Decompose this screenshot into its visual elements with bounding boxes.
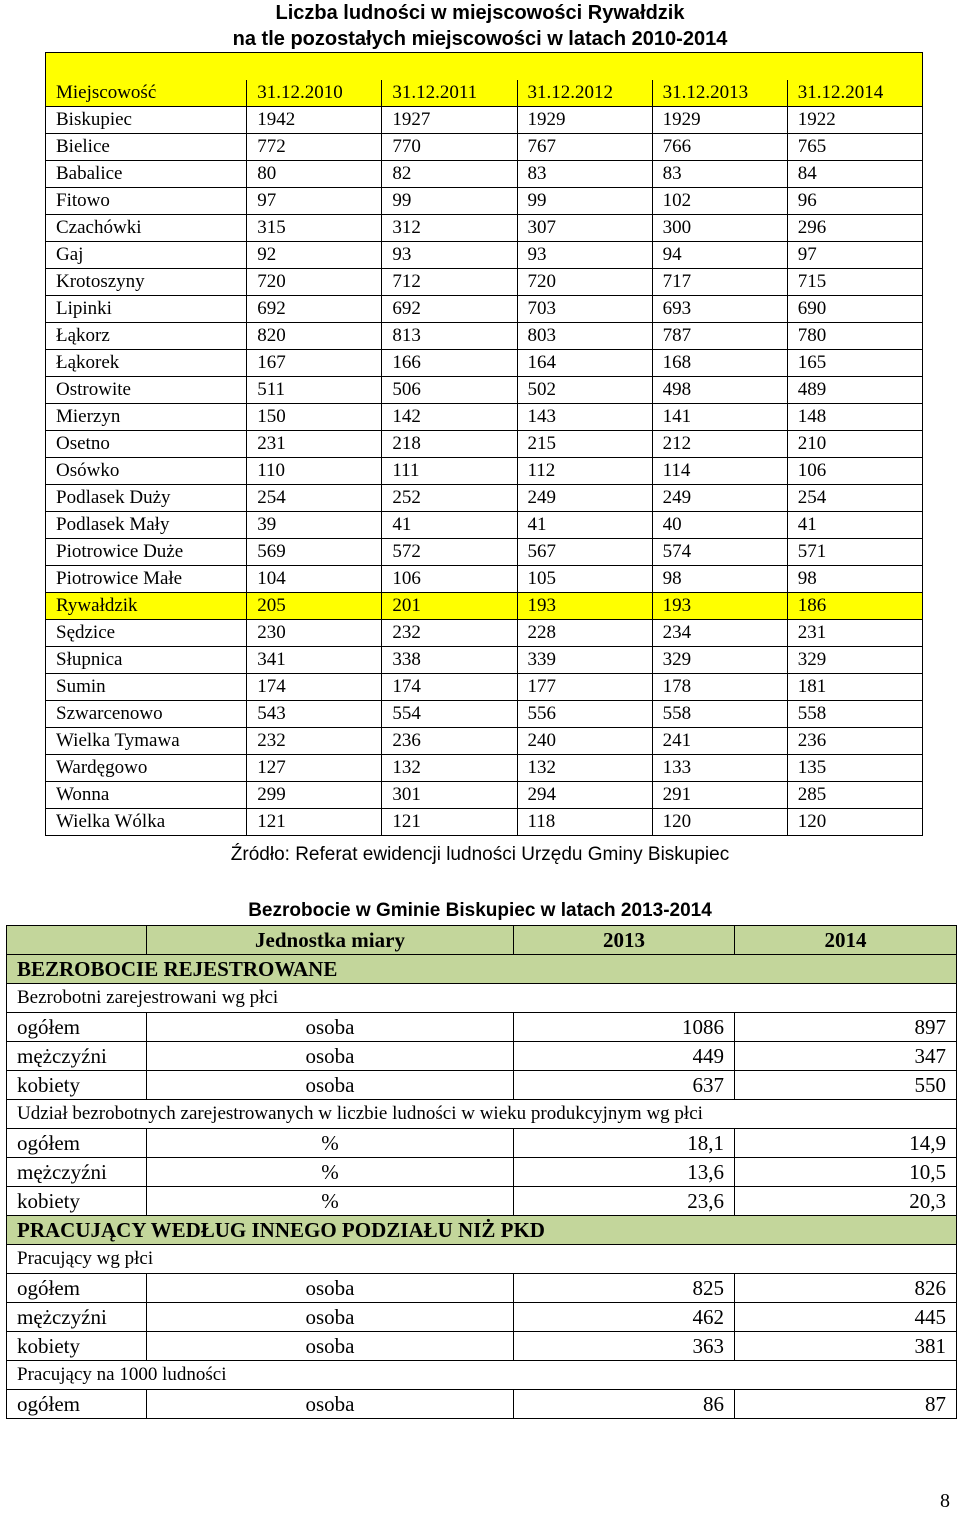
population-value-cell: 99	[382, 188, 517, 215]
population-value-cell: 205	[247, 593, 382, 620]
population-value-cell: 803	[517, 323, 652, 350]
population-value-cell: 300	[652, 215, 787, 242]
locality-name-cell: Podlasek Duży	[46, 485, 247, 512]
locality-name-cell: Osówko	[46, 458, 247, 485]
locality-name-cell: Lipinki	[46, 296, 247, 323]
population-value-cell: 141	[652, 404, 787, 431]
table-row	[46, 485, 923, 512]
population-value-cell: 41	[787, 512, 922, 539]
population-value-cell: 201	[382, 593, 517, 620]
population-value-cell: 111	[382, 458, 517, 485]
locality-name-cell: Krotoszyny	[46, 269, 247, 296]
table-row	[46, 269, 923, 296]
unit-cell: %	[147, 1129, 514, 1158]
table-row	[7, 1129, 957, 1158]
unit-cell: osoba	[147, 1332, 514, 1361]
value-2014-cell: 14,9	[735, 1129, 957, 1158]
population-value-cell: 236	[787, 728, 922, 755]
row-label-cell: kobiety	[7, 1071, 147, 1100]
section-header-label: PRACUJĄCY WEDŁUG INNEGO PODZIAŁU NIŻ PKD	[7, 1216, 957, 1245]
population-value-cell: 164	[517, 350, 652, 377]
population-value-cell: 489	[787, 377, 922, 404]
unit-cell: osoba	[147, 1274, 514, 1303]
locality-name-cell: Sumin	[46, 674, 247, 701]
population-value-cell: 93	[517, 242, 652, 269]
table-row	[46, 674, 923, 701]
table-row	[46, 350, 923, 377]
population-value-cell: 720	[247, 269, 382, 296]
value-2013-cell: 1086	[514, 1013, 735, 1042]
population-value-cell: 174	[382, 674, 517, 701]
row-label-cell: mężczyźni	[7, 1158, 147, 1187]
unit-cell: osoba	[147, 1303, 514, 1332]
population-value-cell: 767	[517, 134, 652, 161]
population-value-cell: 1929	[652, 107, 787, 134]
table-row	[46, 728, 923, 755]
population-value-cell: 693	[652, 296, 787, 323]
population-value-cell: 127	[247, 755, 382, 782]
population-value-cell: 511	[247, 377, 382, 404]
population-value-cell: 294	[517, 782, 652, 809]
locality-name-cell: Osetno	[46, 431, 247, 458]
population-value-cell: 97	[787, 242, 922, 269]
table-row	[7, 1187, 957, 1216]
header-spacer-cell	[46, 53, 923, 81]
population-value-cell: 177	[517, 674, 652, 701]
population-value-cell: 82	[382, 161, 517, 188]
locality-name-cell: Bielice	[46, 134, 247, 161]
table-row	[46, 458, 923, 485]
population-value-cell: 105	[517, 566, 652, 593]
population-value-cell: 121	[247, 809, 382, 836]
locality-name-cell: Piotrowice Duże	[46, 539, 247, 566]
population-value-cell: 96	[787, 188, 922, 215]
locality-name-cell: Słupnica	[46, 647, 247, 674]
row-label-cell: ogółem	[7, 1274, 147, 1303]
population-value-cell: 97	[247, 188, 382, 215]
population-value-cell: 133	[652, 755, 787, 782]
value-2013-cell: 18,1	[514, 1129, 735, 1158]
table-row	[7, 1274, 957, 1303]
locality-name-cell: Łąkorek	[46, 350, 247, 377]
population-value-cell: 717	[652, 269, 787, 296]
population-value-cell: 39	[247, 512, 382, 539]
population-value-cell: 254	[787, 485, 922, 512]
table-row	[46, 107, 923, 134]
population-value-cell: 236	[382, 728, 517, 755]
table-row	[46, 431, 923, 458]
population-value-cell: 554	[382, 701, 517, 728]
population-value-cell: 186	[787, 593, 922, 620]
table-row	[46, 134, 923, 161]
table-row	[46, 215, 923, 242]
population-value-cell: 212	[652, 431, 787, 458]
value-2013-cell: 86	[514, 1390, 735, 1419]
locality-name-cell: Podlasek Mały	[46, 512, 247, 539]
table-row	[46, 188, 923, 215]
population-value-cell: 715	[787, 269, 922, 296]
population-value-cell: 83	[517, 161, 652, 188]
value-2014-cell: 445	[735, 1303, 957, 1332]
population-value-cell: 94	[652, 242, 787, 269]
population-value-cell: 132	[382, 755, 517, 782]
population-value-cell: 142	[382, 404, 517, 431]
locality-name-cell: Wielka Wólka	[46, 809, 247, 836]
locality-name-cell: Rywałdzik	[46, 593, 247, 620]
locality-name-cell: Wonna	[46, 782, 247, 809]
population-value-cell: 83	[652, 161, 787, 188]
locality-name-cell: Łąkorz	[46, 323, 247, 350]
population-value-cell: 296	[787, 215, 922, 242]
unemployment-table	[6, 925, 957, 1419]
locality-name-cell: Ostrowite	[46, 377, 247, 404]
locality-name-cell: Wielka Tymawa	[46, 728, 247, 755]
population-value-cell: 132	[517, 755, 652, 782]
population-value-cell: 329	[787, 647, 922, 674]
table-row	[46, 809, 923, 836]
population-table	[45, 52, 923, 836]
population-value-cell: 102	[652, 188, 787, 215]
unemployment-header-unit: Jednostka miary	[147, 926, 514, 955]
subsection-row	[7, 1100, 957, 1129]
table-row	[46, 512, 923, 539]
population-value-cell: 329	[652, 647, 787, 674]
population-value-cell: 110	[247, 458, 382, 485]
population-value-cell: 167	[247, 350, 382, 377]
subsection-row	[7, 1361, 957, 1390]
row-label-cell: mężczyźni	[7, 1042, 147, 1071]
population-value-cell: 506	[382, 377, 517, 404]
population-value-cell: 249	[652, 485, 787, 512]
value-2014-cell: 381	[735, 1332, 957, 1361]
population-value-cell: 502	[517, 377, 652, 404]
table-row	[46, 323, 923, 350]
section-header-label: BEZROBOCIE REJESTROWANE	[7, 955, 957, 984]
subsection-label: Bezrobotni zarejestrowani wg płci	[7, 984, 957, 1013]
unit-cell: osoba	[147, 1390, 514, 1419]
population-value-cell: 692	[382, 296, 517, 323]
table-row	[7, 1158, 957, 1187]
population-value-cell: 241	[652, 728, 787, 755]
locality-name-cell: Mierzyn	[46, 404, 247, 431]
population-value-cell: 765	[787, 134, 922, 161]
population-value-cell: 567	[517, 539, 652, 566]
table-row	[46, 755, 923, 782]
population-value-cell: 498	[652, 377, 787, 404]
population-value-cell: 232	[382, 620, 517, 647]
subsection-label: Pracujący wg płci	[7, 1245, 957, 1274]
population-value-cell: 690	[787, 296, 922, 323]
unemployment-header-2014: 2014	[735, 926, 957, 955]
header-cell-2012: 31.12.2012	[517, 80, 652, 107]
row-label-cell: kobiety	[7, 1332, 147, 1361]
table-row	[7, 1013, 957, 1042]
table-row	[46, 296, 923, 323]
population-value-cell: 106	[787, 458, 922, 485]
document-title-line-2: na tle pozostałych miejscowości w latach 2010-2014	[232, 28, 728, 50]
population-value-cell: 230	[247, 620, 382, 647]
row-label-cell: mężczyźni	[7, 1303, 147, 1332]
population-value-cell: 121	[382, 809, 517, 836]
locality-name-cell: Gaj	[46, 242, 247, 269]
header-cell-2013: 31.12.2013	[652, 80, 787, 107]
population-value-cell: 312	[382, 215, 517, 242]
population-value-cell: 112	[517, 458, 652, 485]
population-value-cell: 291	[652, 782, 787, 809]
unit-cell: osoba	[147, 1071, 514, 1100]
population-value-cell: 558	[787, 701, 922, 728]
population-header-row	[46, 80, 923, 107]
header-cell-2011: 31.12.2011	[382, 80, 517, 107]
row-label-cell: kobiety	[7, 1187, 147, 1216]
value-2013-cell: 825	[514, 1274, 735, 1303]
population-value-cell: 249	[517, 485, 652, 512]
value-2013-cell: 462	[514, 1303, 735, 1332]
value-2014-cell: 897	[735, 1013, 957, 1042]
population-value-cell: 307	[517, 215, 652, 242]
population-value-cell: 772	[247, 134, 382, 161]
population-value-cell: 148	[787, 404, 922, 431]
population-value-cell: 143	[517, 404, 652, 431]
population-value-cell: 174	[247, 674, 382, 701]
header-spacer-row	[46, 53, 923, 81]
unit-cell: %	[147, 1187, 514, 1216]
population-value-cell: 1942	[247, 107, 382, 134]
section-header-row	[7, 955, 957, 984]
subsection-row	[7, 984, 957, 1013]
value-2014-cell: 10,5	[735, 1158, 957, 1187]
locality-name-cell: Piotrowice Małe	[46, 566, 247, 593]
population-value-cell: 181	[787, 674, 922, 701]
population-value-cell: 301	[382, 782, 517, 809]
population-value-cell: 254	[247, 485, 382, 512]
population-value-cell: 556	[517, 701, 652, 728]
population-value-cell: 92	[247, 242, 382, 269]
population-value-cell: 315	[247, 215, 382, 242]
subsection-row	[7, 1245, 957, 1274]
row-label-cell: ogółem	[7, 1129, 147, 1158]
locality-name-cell: Wardęgowo	[46, 755, 247, 782]
population-value-cell: 338	[382, 647, 517, 674]
unit-cell: osoba	[147, 1042, 514, 1071]
population-value-cell: 99	[517, 188, 652, 215]
population-value-cell: 571	[787, 539, 922, 566]
table-row	[46, 377, 923, 404]
unit-cell: %	[147, 1158, 514, 1187]
population-value-cell: 240	[517, 728, 652, 755]
population-value-cell: 210	[787, 431, 922, 458]
table-row	[46, 161, 923, 188]
population-value-cell: 703	[517, 296, 652, 323]
population-value-cell: 228	[517, 620, 652, 647]
unemployment-title: Bezrobocie w Gminie Biskupiec w latach 2013-2014	[248, 900, 712, 921]
subsection-label: Udział bezrobotnych zarejestrowanych w liczbie ludności w wieku produkcyjnym wg płci	[7, 1100, 957, 1129]
population-value-cell: 193	[652, 593, 787, 620]
value-2014-cell: 826	[735, 1274, 957, 1303]
population-value-cell: 569	[247, 539, 382, 566]
document-title-line-1: Liczba ludności w miejscowości Rywałdzik	[275, 2, 685, 24]
table-row	[46, 701, 923, 728]
population-value-cell: 820	[247, 323, 382, 350]
subsection-label: Pracujący na 1000 ludności	[7, 1361, 957, 1390]
population-value-cell: 787	[652, 323, 787, 350]
unemployment-header-row	[7, 926, 957, 955]
unit-cell: osoba	[147, 1013, 514, 1042]
population-value-cell: 543	[247, 701, 382, 728]
table-row	[46, 539, 923, 566]
row-label-cell: ogółem	[7, 1013, 147, 1042]
population-value-cell: 98	[787, 566, 922, 593]
population-value-cell: 232	[247, 728, 382, 755]
header-cell-2014: 31.12.2014	[787, 80, 922, 107]
population-value-cell: 234	[652, 620, 787, 647]
population-value-cell: 41	[382, 512, 517, 539]
locality-name-cell: Sędzice	[46, 620, 247, 647]
table-row	[46, 404, 923, 431]
population-value-cell: 720	[517, 269, 652, 296]
population-value-cell: 165	[787, 350, 922, 377]
population-value-cell: 1922	[787, 107, 922, 134]
locality-name-cell: Szwarcenowo	[46, 701, 247, 728]
population-value-cell: 299	[247, 782, 382, 809]
population-value-cell: 106	[382, 566, 517, 593]
population-source-note: Źródło: Referat ewidencji ludności Urzędu Gminy Biskupiec	[230, 844, 730, 865]
table-row	[46, 593, 923, 620]
population-value-cell: 166	[382, 350, 517, 377]
unemployment-header-empty	[7, 926, 147, 955]
population-value-cell: 231	[247, 431, 382, 458]
population-value-cell: 572	[382, 539, 517, 566]
value-2013-cell: 449	[514, 1042, 735, 1071]
population-table-body	[46, 53, 923, 836]
unemployment-header-2013: 2013	[514, 926, 735, 955]
value-2014-cell: 87	[735, 1390, 957, 1419]
population-value-cell: 93	[382, 242, 517, 269]
population-value-cell: 813	[382, 323, 517, 350]
header-cell-locality: Miejscowość	[46, 80, 247, 107]
population-value-cell: 120	[652, 809, 787, 836]
population-value-cell: 120	[787, 809, 922, 836]
locality-name-cell: Czachówki	[46, 215, 247, 242]
population-value-cell: 193	[517, 593, 652, 620]
population-value-cell: 252	[382, 485, 517, 512]
table-row	[46, 242, 923, 269]
page-number: 8	[940, 1490, 950, 1512]
table-row	[46, 620, 923, 647]
population-value-cell: 574	[652, 539, 787, 566]
value-2013-cell: 363	[514, 1332, 735, 1361]
table-row	[46, 647, 923, 674]
population-value-cell: 114	[652, 458, 787, 485]
table-row	[7, 1390, 957, 1419]
population-value-cell: 231	[787, 620, 922, 647]
unemployment-table-body	[7, 926, 957, 1419]
table-row	[7, 1332, 957, 1361]
population-value-cell: 770	[382, 134, 517, 161]
value-2013-cell: 13,6	[514, 1158, 735, 1187]
population-value-cell: 215	[517, 431, 652, 458]
section-header-row	[7, 1216, 957, 1245]
row-label-cell: ogółem	[7, 1390, 147, 1419]
population-value-cell: 40	[652, 512, 787, 539]
population-value-cell: 80	[247, 161, 382, 188]
header-cell-2010: 31.12.2010	[247, 80, 382, 107]
population-value-cell: 178	[652, 674, 787, 701]
table-row	[7, 1303, 957, 1332]
population-value-cell: 339	[517, 647, 652, 674]
table-row	[46, 566, 923, 593]
population-value-cell: 341	[247, 647, 382, 674]
population-value-cell: 780	[787, 323, 922, 350]
population-value-cell: 766	[652, 134, 787, 161]
value-2013-cell: 637	[514, 1071, 735, 1100]
population-value-cell: 98	[652, 566, 787, 593]
population-value-cell: 1929	[517, 107, 652, 134]
population-value-cell: 135	[787, 755, 922, 782]
population-value-cell: 692	[247, 296, 382, 323]
table-row	[7, 1042, 957, 1071]
value-2014-cell: 347	[735, 1042, 957, 1071]
locality-name-cell: Babalice	[46, 161, 247, 188]
population-value-cell: 84	[787, 161, 922, 188]
population-value-cell: 1927	[382, 107, 517, 134]
population-value-cell: 104	[247, 566, 382, 593]
population-value-cell: 712	[382, 269, 517, 296]
population-value-cell: 41	[517, 512, 652, 539]
table-row	[46, 782, 923, 809]
population-value-cell: 168	[652, 350, 787, 377]
population-value-cell: 558	[652, 701, 787, 728]
population-value-cell: 150	[247, 404, 382, 431]
locality-name-cell: Biskupiec	[46, 107, 247, 134]
value-2014-cell: 20,3	[735, 1187, 957, 1216]
locality-name-cell: Fitowo	[46, 188, 247, 215]
population-value-cell: 285	[787, 782, 922, 809]
population-value-cell: 118	[517, 809, 652, 836]
population-value-cell: 218	[382, 431, 517, 458]
value-2013-cell: 23,6	[514, 1187, 735, 1216]
value-2014-cell: 550	[735, 1071, 957, 1100]
table-row	[7, 1071, 957, 1100]
